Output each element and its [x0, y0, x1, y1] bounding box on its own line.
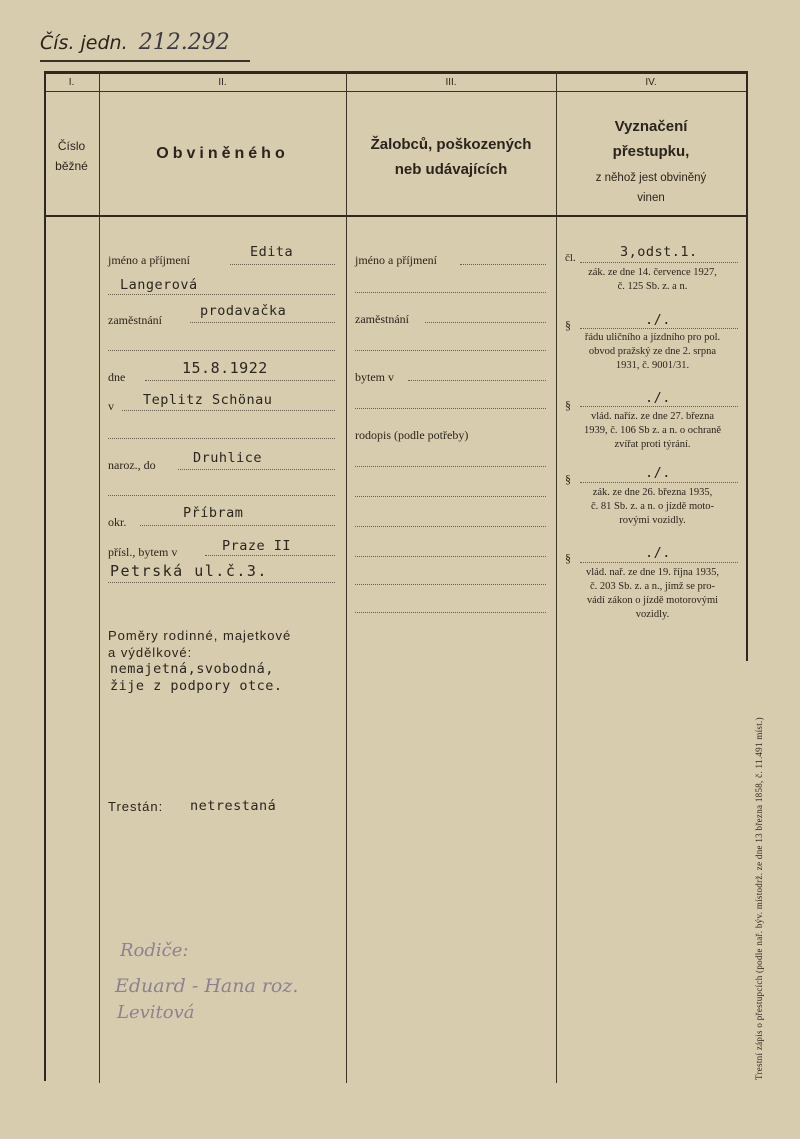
- table-left-border: [44, 71, 46, 1081]
- accused-residence-street: Petrská ul.č.3.: [110, 562, 268, 580]
- accused-district-birth-label: naroz., do: [108, 458, 156, 472]
- offence-s5-sign: §: [565, 551, 571, 565]
- dotted-line: [108, 582, 335, 583]
- column-divider-2: [346, 71, 347, 1083]
- col2-title: Obviněného: [156, 145, 289, 162]
- column-divider-3: [556, 71, 557, 1083]
- dotted-line: [205, 555, 335, 556]
- dotted-line: [580, 406, 738, 407]
- col3-number: III.: [445, 77, 457, 88]
- dotted-line: [108, 294, 335, 295]
- table-right-border: [746, 71, 748, 661]
- dotted-line: [580, 562, 738, 563]
- dotted-line: [122, 410, 335, 411]
- accused-district-birth: Druhlice: [193, 450, 263, 466]
- dotted-line: [355, 496, 546, 497]
- accused-record-label: Trestán:: [108, 799, 164, 814]
- col4-title: Vyznačení přestupku,: [612, 118, 690, 160]
- accused-residence-city: Praze II: [222, 538, 292, 554]
- dotted-line: [108, 438, 335, 439]
- plaintiff-residence-label: bytem v: [355, 370, 394, 384]
- offence-cl-value: 3,odst.1.: [620, 244, 698, 260]
- dotted-line: [178, 469, 335, 470]
- accused-birth-date: 15.8.1922: [182, 359, 268, 377]
- handwritten-parents-names: Eduard - Hana roz.: [115, 975, 299, 997]
- offence-s3-sign: §: [565, 398, 571, 412]
- dotted-line: [580, 262, 738, 263]
- dotted-line: [355, 584, 546, 585]
- accused-job: prodavačka: [200, 303, 287, 319]
- offence-s3-text: vlád. naříz. ze dne 27. března 1939, č. 106 Sb z. a n. o ochraně zvířat proti týrání.: [583, 411, 722, 450]
- dotted-line: [425, 322, 546, 323]
- offence-s2-text: řádu uličního a jízdního pro pol. obvod pražský ze dne 2. srpna 1931, č. 9001/31.: [584, 332, 721, 371]
- accused-residence-label: přísl., bytem v: [108, 545, 178, 559]
- form-side-note: Trestní zápis o přestupcích (podle nař. býv. místodrž. ze dne 13 března 1858, č. 11.491 míst.): [754, 717, 764, 1080]
- col4-subtitle: z něhož jest obviněný vinen: [595, 172, 707, 204]
- dotted-line: [355, 350, 546, 351]
- column-divider-1: [99, 71, 100, 1083]
- handwritten-parents-label: Rodiče:: [120, 940, 189, 961]
- plaintiff-rodopis-label: rodopis (podle potřeby): [355, 428, 469, 442]
- plaintiff-job-label: zaměstnání: [355, 312, 409, 326]
- accused-okr: Příbram: [183, 505, 244, 521]
- accused-family-line2: žije z podpory otce.: [110, 678, 283, 694]
- offence-cl-label: čl.: [565, 252, 576, 264]
- accused-birth-place: Teplitz Schönau: [143, 392, 273, 408]
- col1-title: Číslo běžné: [55, 139, 88, 173]
- dotted-line: [140, 525, 335, 526]
- col4-number: IV.: [645, 77, 657, 88]
- accused-name-label: jméno a příjmení: [108, 253, 190, 267]
- offence-cl-text: zák. ze dne 14. července 1927, č. 125 Sb. z. a n.: [588, 267, 717, 292]
- offence-s2-sign: §: [565, 318, 571, 332]
- plaintiff-name-label: jméno a příjmení: [355, 253, 437, 267]
- dotted-line: [355, 556, 546, 557]
- document-number: [40, 30, 230, 55]
- accused-record: netrestaná: [190, 798, 277, 814]
- dotted-line: [108, 495, 335, 496]
- accused-last-name: Langerová: [120, 277, 198, 293]
- offence-s4-sign: §: [565, 472, 571, 486]
- accused-job-label: zaměstnání: [108, 313, 162, 327]
- dotted-line: [145, 380, 335, 381]
- dotted-line: [230, 264, 335, 265]
- dotted-line: [355, 408, 546, 409]
- accused-date-label: dne: [108, 370, 126, 384]
- numeral-row-divider: [44, 91, 748, 92]
- document-number-value: 212.292: [138, 30, 230, 55]
- offence-s4-value: ./.: [645, 465, 671, 481]
- offence-s4-text: zák. ze dne 26. března 1935, č. 81 Sb. z. a n. o jízdě moto- rovými vozidly.: [590, 487, 715, 526]
- offence-s5-value: ./.: [645, 545, 671, 561]
- accused-first-name: Edita: [250, 244, 294, 260]
- col1-number: I.: [68, 77, 75, 88]
- dotted-line: [460, 264, 546, 265]
- dotted-line: [408, 380, 546, 381]
- header-underline: [40, 60, 250, 62]
- dotted-line: [580, 482, 738, 483]
- handwritten-mother-maiden: Levitová: [117, 1002, 195, 1023]
- document-number-label: Čís. jedn.: [40, 32, 128, 54]
- header-row-divider: [44, 215, 748, 217]
- accused-family-line1: nemajetná,svobodná,: [110, 661, 274, 677]
- accused-okr-label: okr.: [108, 515, 127, 529]
- dotted-line: [580, 328, 738, 329]
- dotted-line: [355, 292, 546, 293]
- accused-place-label: v: [108, 399, 114, 413]
- dotted-line: [355, 526, 546, 527]
- accused-family-label: Poměry rodinné, majetkové a výdělkové:: [108, 628, 292, 660]
- col3-title: Žalobců, poškozených neb udávajících: [370, 136, 532, 178]
- dotted-line: [355, 466, 546, 467]
- dotted-line: [355, 612, 546, 613]
- col2-number: II.: [218, 77, 227, 88]
- offence-s5-text: vlád. nař. ze dne 19. října 1935, č. 203 Sb. z. a n., jímž se pro- vádí zákon o jízdě motorovými vozidly.: [586, 567, 719, 620]
- dotted-line: [108, 350, 335, 351]
- dotted-line: [190, 322, 335, 323]
- table-top-border: [44, 71, 748, 74]
- offence-s3-value: ./.: [645, 390, 671, 406]
- offence-s2-value: ./.: [645, 312, 671, 328]
